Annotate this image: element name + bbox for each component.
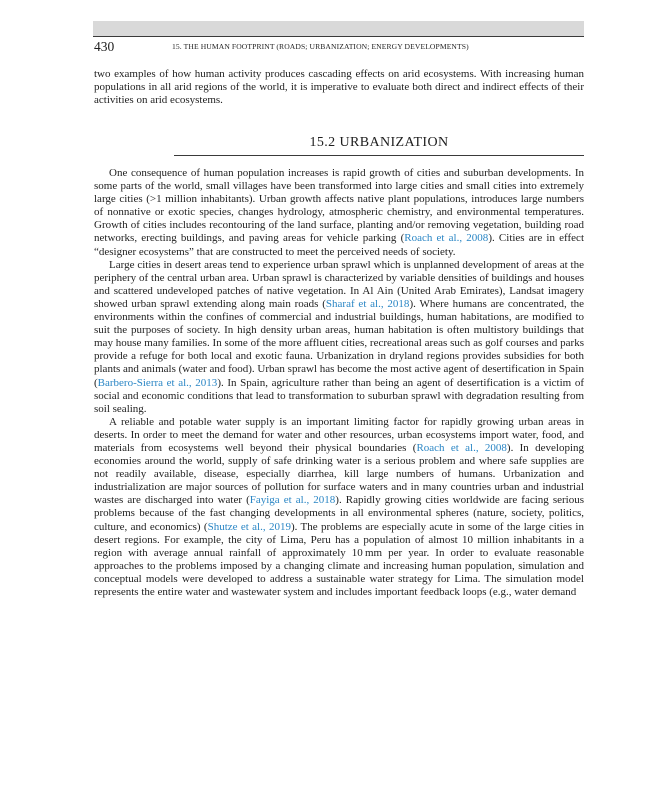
intro-paragraph: two examples of how human activity produces cascading effects on arid ecosystems. With increasing human populations in all arid regions of the world, it is imperative to evaluate both direct and indirect effects of their activities on arid ecosystems. [94,68,584,107]
intro-paragraph-block [94,68,584,107]
running-head: 15. THE HUMAN FOOTPRINT (ROADS; URBANIZATION; ENERGY DEVELOPMENTS) [172,42,469,51]
header-rule [93,36,584,37]
text-run: One consequence of human population increases is rapid growth of cities and suburban developments. In some parts of the world, small villages have been transformed into large cities and small cities into extremely large cities (>1 million inhabitants). Urban growth affects native plant populations, introduces large numbers of nonnative or exotic species, changes hydrology, atmospheric chemistry, and environmental temperatures. Growth of cities includes recontouring of the land surface, planting and/or removing vegetation, building road networks, erecting buildings, and paving areas for vehicle parking ( [94,167,584,245]
text-run: ). In developing economies around the world, supply of safe drinking water is a serious problem and where safe supplies are not readily available, disease, especially diarrhea, kill large numbers of humans. Urbanization and industrialization are major sources of pollution for surface waters and in many countries urban and industrial wastes are discharged into water ( [94,441,585,507]
section-rule [174,155,584,156]
citation-link[interactable]: Roach et al., 2008 [404,232,489,245]
citation-link[interactable]: Shutze et al., 2019 [207,520,291,533]
paragraph-1 [94,167,584,259]
text-run: A reliable and potable water supply is an important limiting factor for rapidly growing urban areas in deserts. In order to meet the demand for water and other resources, urban ecosystems import water, food, and materials from ecosystems well beyond their physical boundaries ( [94,415,584,454]
page-number: 430 [94,39,115,54]
text-run: ). Rapidly growing cities worldwide are facing serious problems because of the fast changing developments in all environmental spheres (nature, society, politics, culture, and economics) ( [94,494,584,533]
text-run: ). In Spain, agriculture rather than being an agent of desertification is a victim of social and economic conditions that lead to transformation to suburban sprawl with degradation resulting from soil sealing. [94,376,584,415]
citation-link[interactable]: Fayiga et al., 2018 [249,494,336,507]
paragraph-2 [94,259,584,416]
body-text [94,167,584,599]
text-run: ). Where humans are concentrated, the environments within the confines of commercial and industrial buildings, human habitations, are modified to suit the purposes of society. In high density urban areas, human habitation is often multistory buildings that may house many families. In some of the more affluent cities, recreational areas such as golf courses and parks provide a refuge for both local and exotic fauna. Urbanization in dryland regions provides subsidies for both plants and animals (water and food). Urban sprawl has become the most active agent of desertification in Spain ( [94,297,585,389]
text-run: Large cities in desert areas tend to experience urban sprawl which is unplanned development of areas at the periphery of the central urban area. Urban sprawl is characterized by variable densities of buildings and houses and scattered undeveloped patches of native vegetation. In Al Ain (United Arab Emirates), Landsat imagery showed urban sprawl extending along main roads ( [94,258,584,310]
text-run: ). The problems are especially acute in some of the large cities in desert regions. For example, the city of Lima, Peru has a population of almost 10 million inhabitants in a region with average annual rainfall of approximately 10 mm per year. In order to evaluate reasonable approaches to the problems imposed by a changing climate and increasing human population, simulation and conceptual models were developed to address a sustainable water strategy for Lima. The simulation model represents the entire water and wastewater system and includes important feedback loops (e.g., water demand [94,520,584,598]
text-run: ). Cities are in effect “designer ecosystems” that are constructed to meet the perceived needs of society. [94,232,584,258]
citation-link[interactable]: Sharaf et al., 2018 [325,297,410,310]
section-heading: 15.2 URBANIZATION [309,135,449,150]
citation-link[interactable]: Barbero-Sierra et al., 2013 [97,376,218,389]
paragraph-3 [94,416,584,599]
citation-link[interactable]: Roach et al., 2008 [416,441,507,454]
header-band [93,21,584,37]
